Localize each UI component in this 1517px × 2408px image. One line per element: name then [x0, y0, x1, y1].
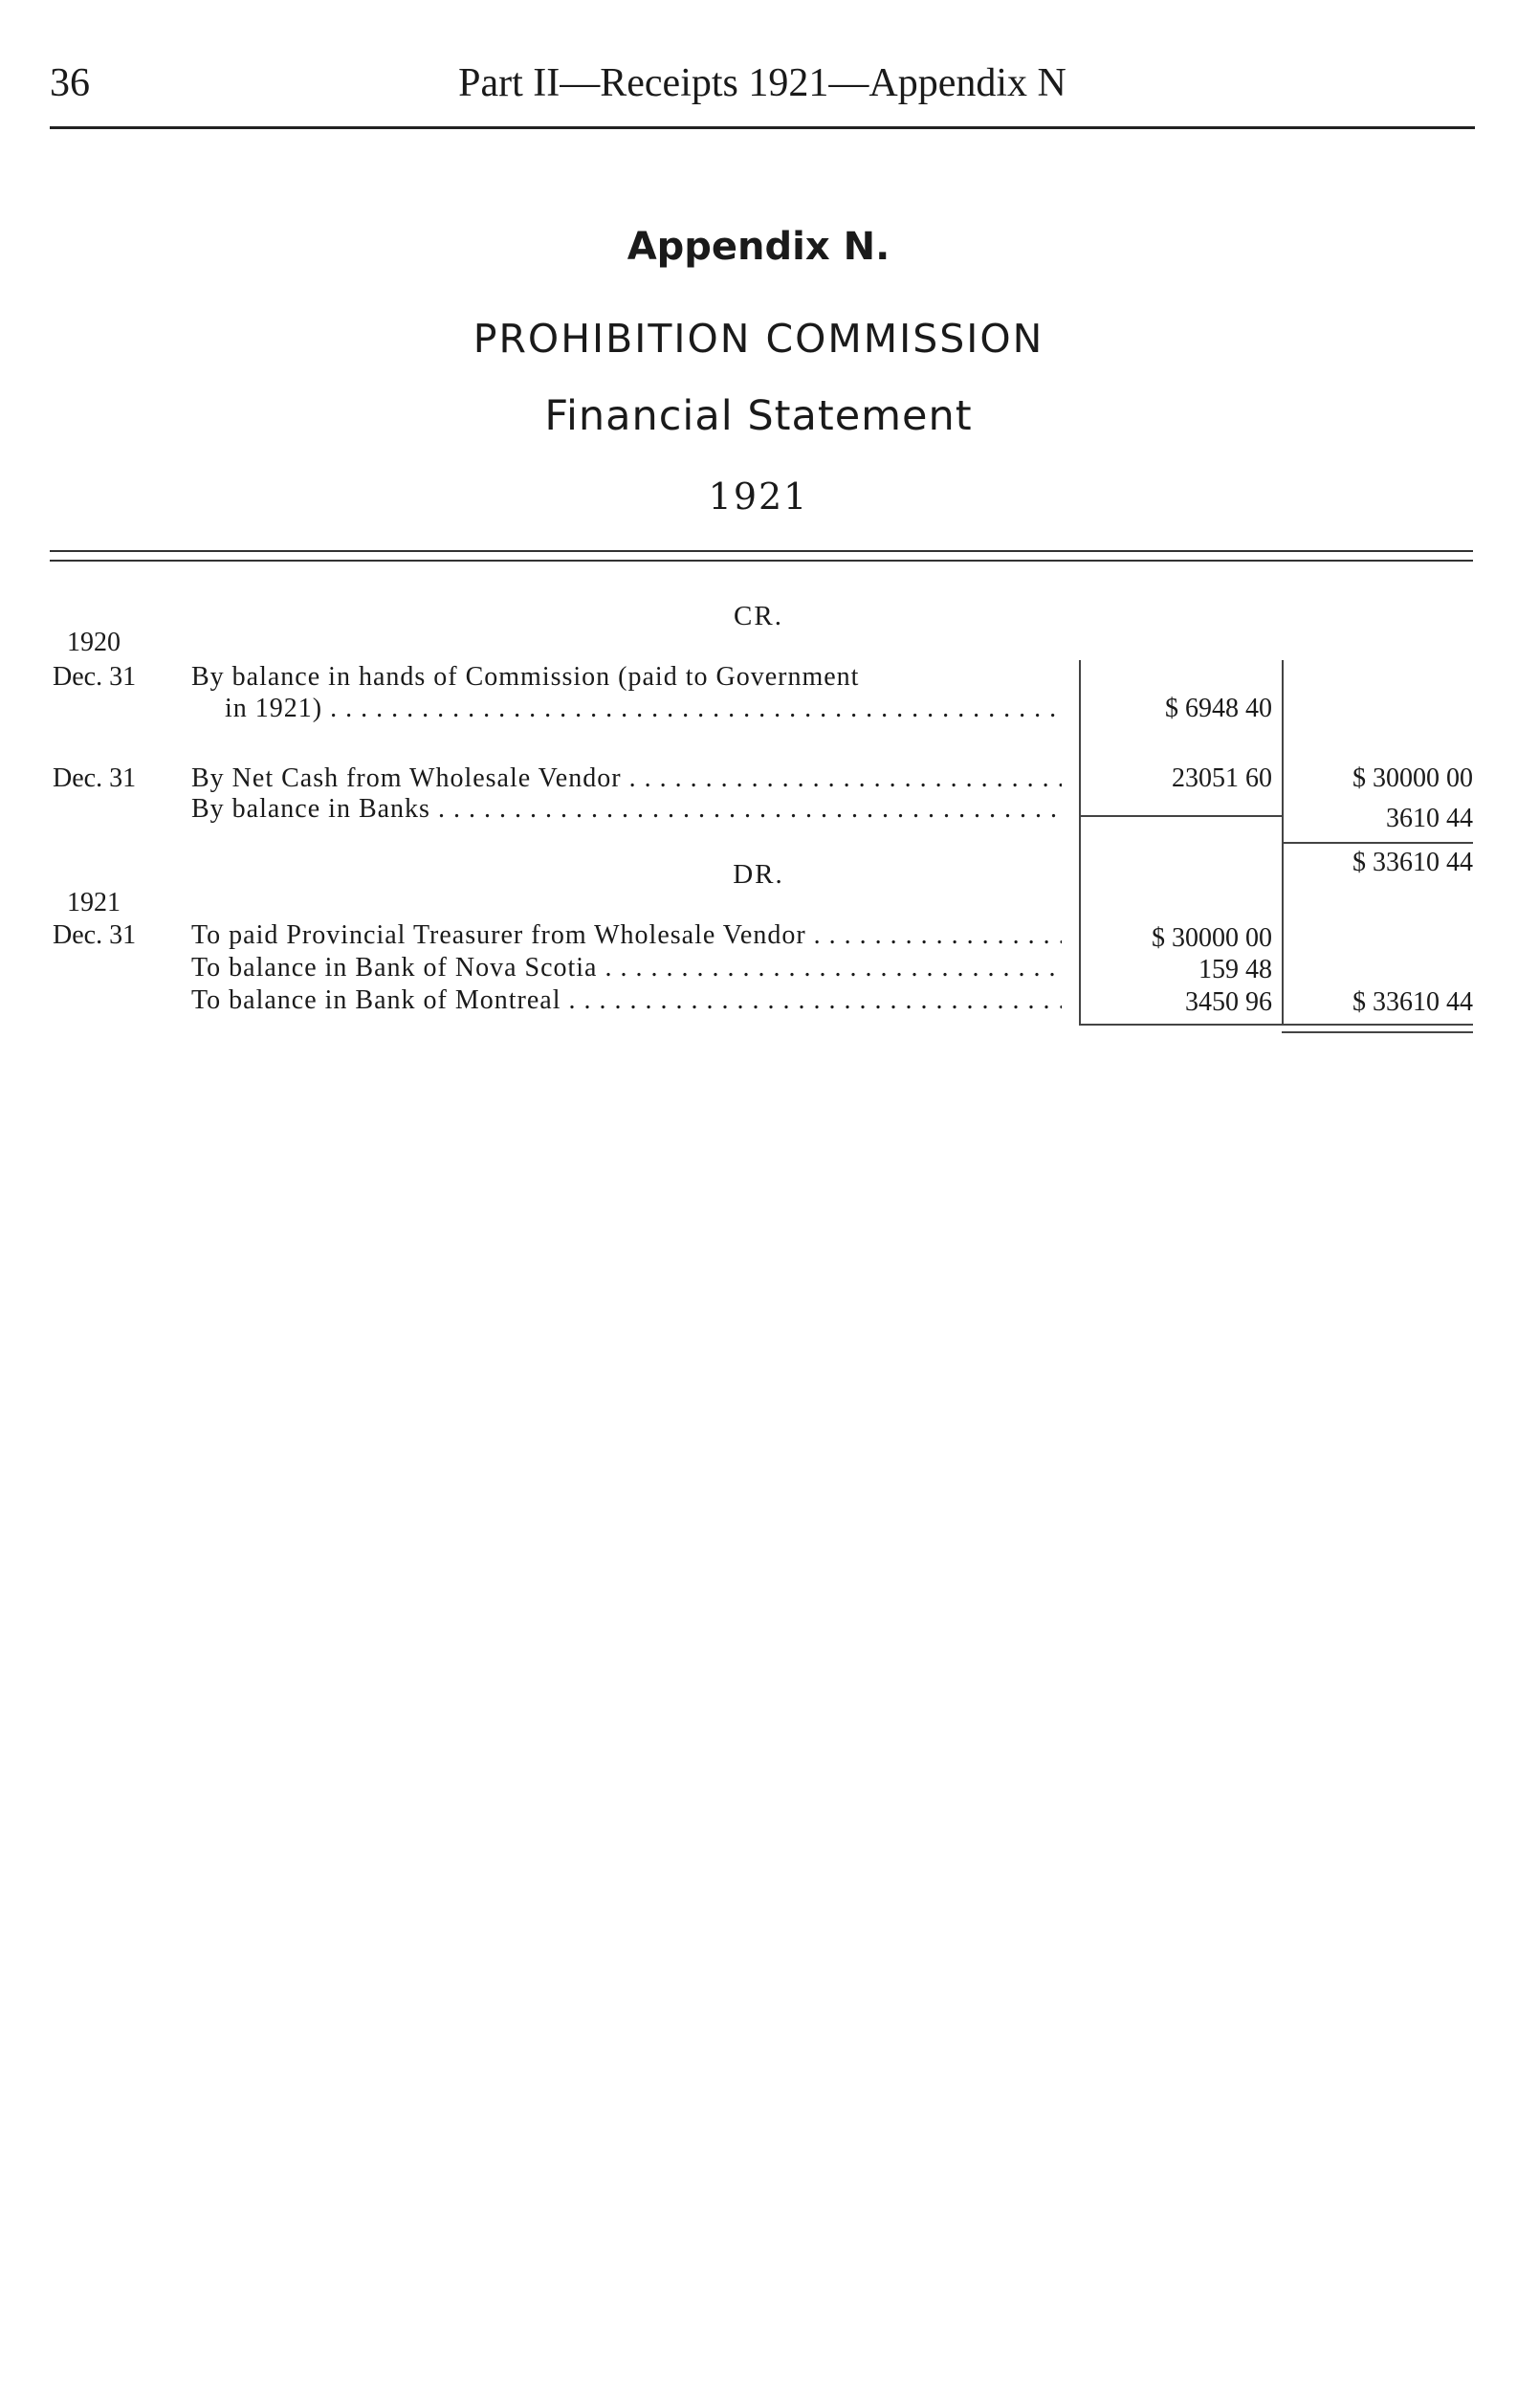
- closing-rule: [1079, 1024, 1473, 1026]
- commission-title: PROHIBITION COMMISSION: [473, 316, 1044, 362]
- debit-grand-total: $ 33610 44: [1352, 987, 1473, 1017]
- subtotal-rule: [1079, 815, 1282, 817]
- credit-year: 1920: [67, 628, 121, 657]
- page-number: 36: [50, 61, 90, 105]
- entry-total: 3610 44: [1386, 804, 1473, 833]
- entry-total: $ 30000 00: [1352, 763, 1473, 793]
- entry-description: To balance in Bank of Montreal . . .: [191, 985, 1062, 1016]
- entry-description: By balance in hands of Commission (paid to Government: [191, 662, 860, 692]
- entry-date: Dec. 31: [53, 920, 137, 950]
- appendix-title: Appendix N.: [627, 225, 890, 269]
- statement-title: Financial Statement: [544, 392, 973, 440]
- total-rule: [1282, 842, 1473, 844]
- debit-label: DR.: [733, 859, 784, 890]
- running-head: Part II—Receipts 1921—Appendix N: [458, 61, 1066, 105]
- entry-date: Dec. 31: [53, 763, 137, 793]
- entry-description: To balance in Bank of Nova Scotia . . .: [191, 953, 1062, 983]
- credit-label: CR.: [734, 601, 783, 631]
- entry-amount: 3450 96: [1185, 987, 1272, 1017]
- entry-date: Dec. 31: [53, 662, 137, 692]
- financial-ledger: [0, 0, 1517, 1148]
- debit-year: 1921: [67, 888, 121, 917]
- entry-description: By Net Cash from Wholesale Vendor . . .: [191, 763, 1062, 794]
- ledger-column-rule: [1079, 660, 1081, 1024]
- entry-description: By balance in Banks . . .: [191, 794, 1062, 825]
- entry-amount: 159 48: [1198, 955, 1272, 984]
- entry-description-continued: in 1921) . . .: [225, 694, 1062, 724]
- entry-amount: $ 6948 40: [1165, 694, 1272, 723]
- entry-amount: $ 30000 00: [1152, 923, 1272, 953]
- credit-grand-total: $ 33610 44: [1352, 848, 1473, 877]
- entry-description: To paid Provincial Treasurer from Wholesale Vendor . . .: [191, 920, 1062, 951]
- closing-rule: [1282, 1031, 1473, 1033]
- statement-year: 1921: [708, 475, 809, 518]
- entry-amount: 23051 60: [1172, 763, 1272, 793]
